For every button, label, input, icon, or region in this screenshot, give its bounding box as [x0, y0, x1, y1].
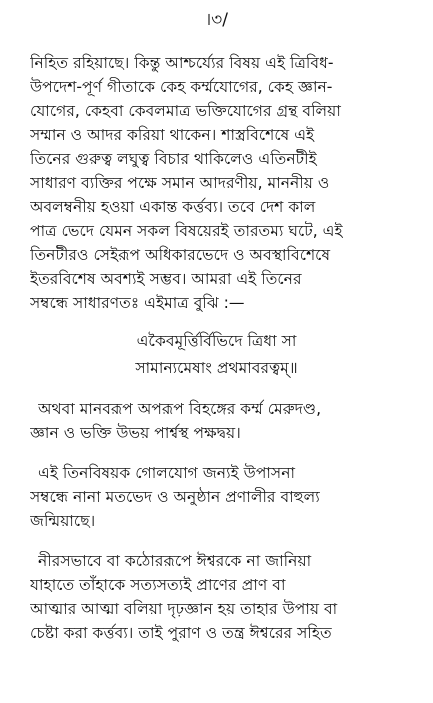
- text-line: তিনের গুরুত্ব লঘুত্ব বিচার থাকিলেও এতিনটীই: [30, 150, 317, 168]
- text-line: ইতরবিশেষ অবশ্যই সম্ভব। আমরা এই তিনের: [30, 270, 302, 288]
- text-line: অবলম্বনীয় হওয়া একান্ত কর্ত্তব্য। তবে দেশ কাল: [30, 198, 316, 216]
- text-line: আত্মার আত্মা বলিয়া দৃঢ়জ্ঞান হয় তাহার উপায় বা: [30, 600, 338, 618]
- text-line: জন্মিয়াছে।: [30, 512, 96, 530]
- verse-line: একৈবমূর্ত্তির্বিভিদে ত্রিধা সা: [136, 332, 297, 350]
- text-line: জ্ঞান ও ভক্তি উভয় পার্শ্বস্থ পক্ষদ্বয়।: [30, 424, 241, 442]
- text-line: যোগের, কেহবা কেবলমাত্র ভক্তিযোগের গ্রন্থ বলিয়া: [30, 102, 341, 120]
- text-line: তিনটীরও সেইরূপ অধিকারভেদে ও অবস্থাবিশেষে: [30, 246, 331, 264]
- text-line: সাধারণ ব্যক্তির পক্ষে সমান আদরণীয়, মাননীয় ও: [30, 174, 330, 192]
- text-line: সম্বন্ধে সাধারণতঃ এইমাত্র বুঝি :—: [30, 294, 245, 312]
- text-line: উপদেশ-পূর্ণ গীতাকে কেহ কর্ম্মযোগের, কেহ জ্ঞান-: [30, 78, 333, 96]
- text-line: সম্মান ও আদর করিয়া থাকেন। শাস্ত্রবিশেষে এই: [30, 126, 315, 144]
- verse-line: সামান্যমেষাং প্রথমাবরত্বম্‌॥: [135, 359, 298, 377]
- text-line: পাত্র ভেদে যেমন সকল বিষয়েরই তারতম্য ঘটে, এই: [30, 222, 343, 240]
- text-line: নিহিত রহিয়াছে। কিন্তু আশ্চর্য্যের বিষয় এই ত্রিবিধ-: [30, 54, 334, 72]
- text-line: এই তিনবিষয়ক গোলযোগ জন্যই উপাসনা: [38, 464, 296, 482]
- text-line: চেষ্টা করা কর্ত্তব্য। তাই পুরাণ ও তন্ত্র ঈশ্বরের সহিত: [30, 624, 332, 642]
- text-line: সম্বন্ধে নানা মতভেদ ও অনুষ্ঠান প্রণালীর বাহুল্য: [30, 488, 320, 506]
- page-number: ।৩/: [205, 10, 228, 30]
- text-line: নীরসভাবে বা কঠোররূপে ঈশ্বরকে না জানিয়া: [38, 552, 312, 570]
- text-line: যাহাতে তাঁহাকে সত্যসত্যই প্রাণের প্রাণ বা: [30, 576, 286, 594]
- text-line: অথবা মানবরূপ অপরূপ বিহঙ্গের কর্ম্ম মেরুদণ্ড,: [38, 400, 322, 418]
